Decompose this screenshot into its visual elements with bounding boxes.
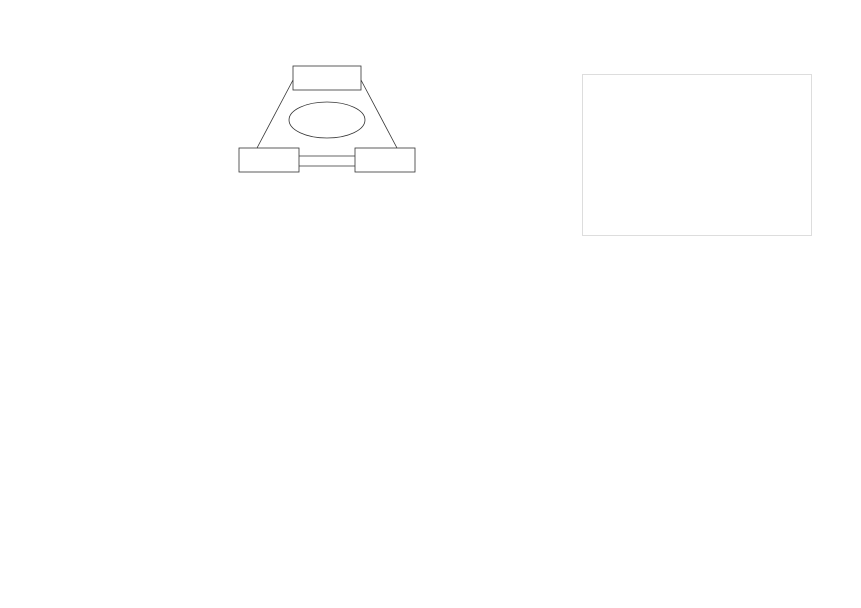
chart-svg [583, 75, 811, 235]
center-ellipse [289, 102, 365, 138]
top-box [293, 66, 361, 90]
left-box [239, 148, 299, 172]
right-box [355, 148, 415, 172]
line-chart [582, 74, 812, 236]
relationship-diagram [237, 62, 417, 180]
